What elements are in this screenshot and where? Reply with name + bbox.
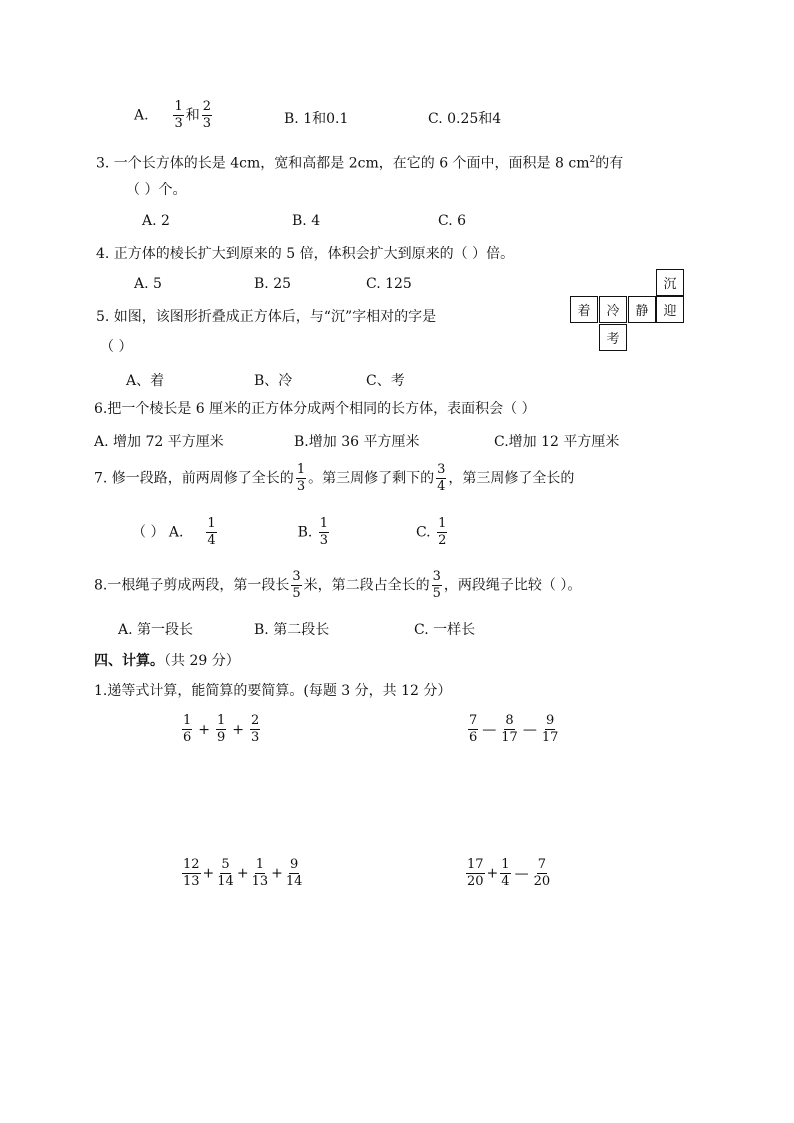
q4-option-b: B. 25 <box>254 276 292 292</box>
q7-option-b-fraction: $\frac{1}{3}$ <box>319 516 329 548</box>
calc-expression-4: $\frac{17}{20}$ + $\frac{1}{4}$ — $\frac{7}{20}$ <box>467 857 551 889</box>
option-label: B. <box>297 524 313 541</box>
q5-answer-blank: （ ） <box>100 339 133 355</box>
q2-option-c: C. 0.25和4 <box>428 111 502 127</box>
cube-net-figure <box>570 269 686 352</box>
q6-option-a: A. 增加 72 平方厘米 <box>94 434 224 450</box>
q3-question: 3. 一个长方体的长是 4cm，宽和高都是 2cm，在它的 6 个面中，面积是 8 $cm^2$的有 <box>96 155 624 172</box>
net-cell-leng: 冷 <box>599 296 627 323</box>
option-label: A. <box>168 524 184 541</box>
q7-option-a-fraction: $\frac{1}{4}$ <box>207 516 216 548</box>
q2-option-b: B. 1和0.1 <box>284 111 349 127</box>
net-cell-zhe: 着 <box>570 296 598 323</box>
fraction: $\frac{3}{5}$ <box>292 569 301 601</box>
q6-question: 6.把一个棱长是 6 厘米的正方体分成两个相同的长方体，表面积会（ ） <box>94 401 536 417</box>
q3-option-a: A. 2 <box>142 213 170 229</box>
q3-answer-blank: （ ）个。 <box>126 182 187 198</box>
q8-option-b: B. 第二段长 <box>254 622 330 638</box>
q3-option-b: B. 4 <box>292 213 321 229</box>
q4-option-c: C. 125 <box>366 276 412 292</box>
answer-blank: （ ） <box>132 524 165 541</box>
q6-option-c: C.增加 12 平方厘米 <box>494 434 620 450</box>
section-heading: 四、计算。（共 29 分） <box>94 653 240 669</box>
q7-option-c-fraction: $\frac{1}{2}$ <box>438 516 447 548</box>
q4-option-a: A. 5 <box>134 276 162 292</box>
q2-option-a <box>134 100 214 131</box>
q8-option-c: C. 一样长 <box>414 622 476 638</box>
q5-option-c: C、考 <box>366 373 405 389</box>
q7-options <box>132 517 449 548</box>
calc-expression-2: $\frac{7}{6}$ — $\frac{8}{17}$ — $\frac{9}{17}$ <box>469 713 559 745</box>
q4-question: 4. 正方体的棱长扩大到原来的 5 倍，体积会扩大到原来的（ ）倍。 <box>96 246 515 262</box>
net-cell-kao: 考 <box>599 324 627 351</box>
fraction: $\frac{3}{5}$ <box>432 569 441 601</box>
q8-option-a: A. 第一段长 <box>118 622 194 638</box>
net-cell-ying: 迎 <box>656 296 684 323</box>
q7-question: 7. 修一段路，前两周修了全长的 $\frac{1}{3}$ 。第三周修了剩下的 $\frac{3}{4}$ ，第三周修了全长的 <box>94 462 575 494</box>
connector-text: 和 <box>185 107 200 124</box>
fraction: $\frac{1}{3}$ <box>174 99 183 131</box>
fraction: $\frac{2}{3}$ <box>202 99 212 131</box>
fraction: $\frac{1}{3}$ <box>296 462 306 494</box>
q5-question: 5. 如图，该图形折叠成正方体后，与“沉”字相对的字是 <box>96 309 437 325</box>
q5-option-b: B、冷 <box>254 373 293 389</box>
net-cell-jing: 静 <box>628 296 656 323</box>
option-label: C. <box>415 524 431 541</box>
section-instruction: 1.递等式计算，能简算的要简算。(每题 3 分，共 12 分） <box>94 683 452 699</box>
calc-expression-3: $\frac{12}{13}$ + $\frac{5}{14}$ + $\frac{1}{13}$ + $\frac{9}{14}$ <box>183 857 303 889</box>
calc-expression-1: $\frac{1}{6}$ + $\frac{1}{9}$ + $\frac{2}{3}$ <box>183 713 260 745</box>
option-label: A. <box>134 107 149 124</box>
q5-option-a: A、着 <box>126 373 165 389</box>
net-cell-chen: 沉 <box>656 269 684 296</box>
fraction: $\frac{3}{4}$ <box>437 462 446 494</box>
q8-question: 8.一根绳子剪成两段，第一段长 $\frac{3}{5}$ 米，第二段占全长的 $\frac{3}{5}$ ，两段绳子比较（ ）。 <box>94 569 582 601</box>
q3-option-c: C. 6 <box>438 213 467 229</box>
q6-option-b: B.增加 36 平方厘米 <box>294 434 420 450</box>
